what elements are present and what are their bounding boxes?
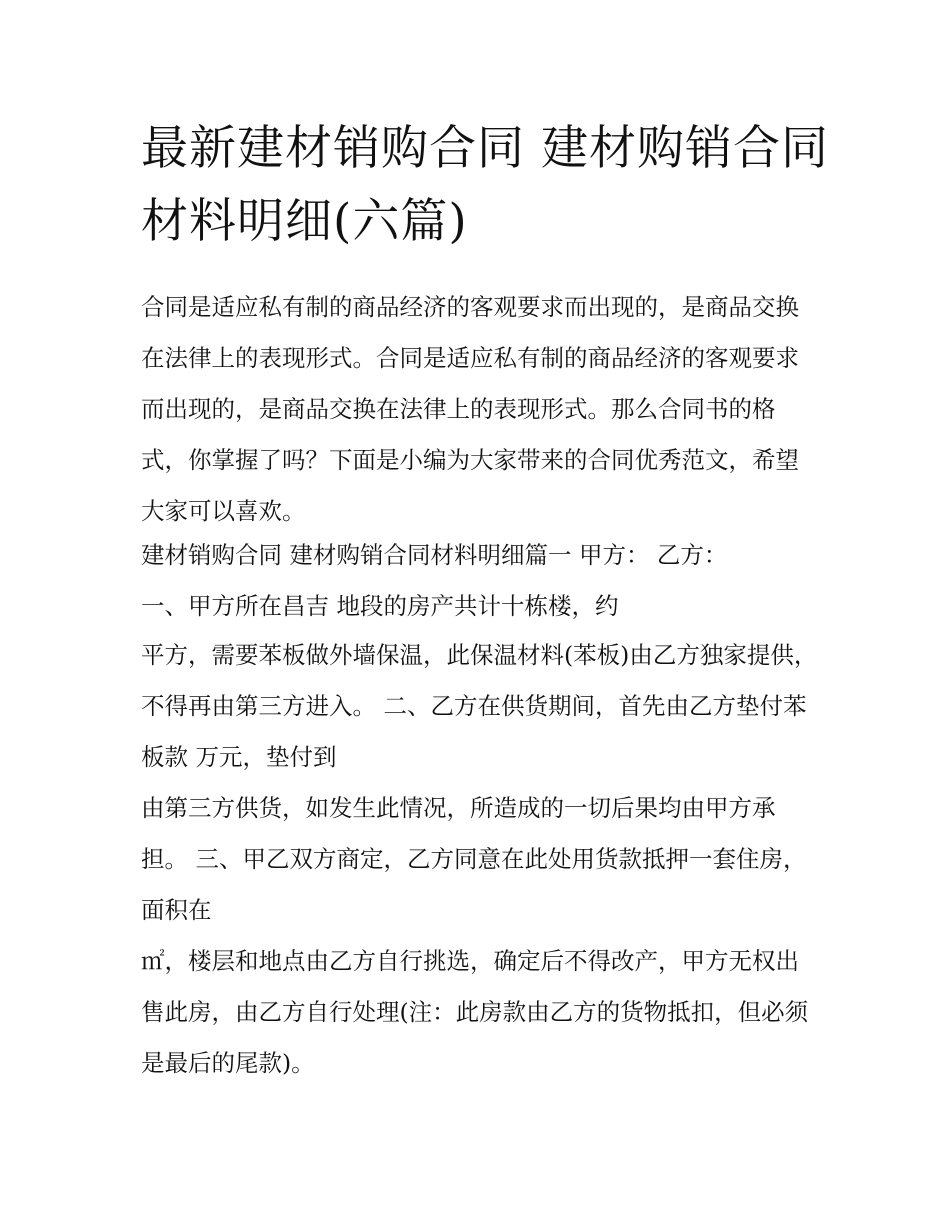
clause-three-continuation: ㎡，楼层和地点由乙方自行挑选，确定后不得改产，甲方无权出售此房，由乙方自行处理(注：此房款由乙方的货物抵扣，但必须是最后的尾款)。 xyxy=(141,947,809,1077)
section-heading-line: 建材销购合同 建材购销合同材料明细篇一 甲方： 乙方： xyxy=(141,541,728,569)
clause-two-continuation: 由第三方供货，如发生此情况，所造成的一切后果均由甲方承担。 三、甲乙双方商定，乙方同意在此处用货款抵押一套住房，面积在 xyxy=(141,794,807,924)
clause-one-continuation: 平方，需要苯板做外墙保温，此保温材料(苯板)由乙方独家提供，不得再由第三方进入。 二、乙方在供货期间，首先由乙方垫付苯板款 万元，垫付到 xyxy=(141,641,818,771)
intro-paragraph: 合同是适应私有制的商品经济的客观要求而出现的，是商品交换在法律上的表现形式。合同是适应私有制的商品经济的客观要求而出现的，是商品交换在法律上的表现形式。那么合同书的格式，你掌握了吗？下面是小编为大家带来的合同优秀范文，希望大家可以喜欢。 xyxy=(141,293,799,525)
document-title: 最新建材销购合同 建材购销合同材料明细(六篇) xyxy=(141,121,829,249)
clause-one-line: 一、甲方所在昌吉 地段的房产共计十栋楼，约 xyxy=(141,592,619,620)
